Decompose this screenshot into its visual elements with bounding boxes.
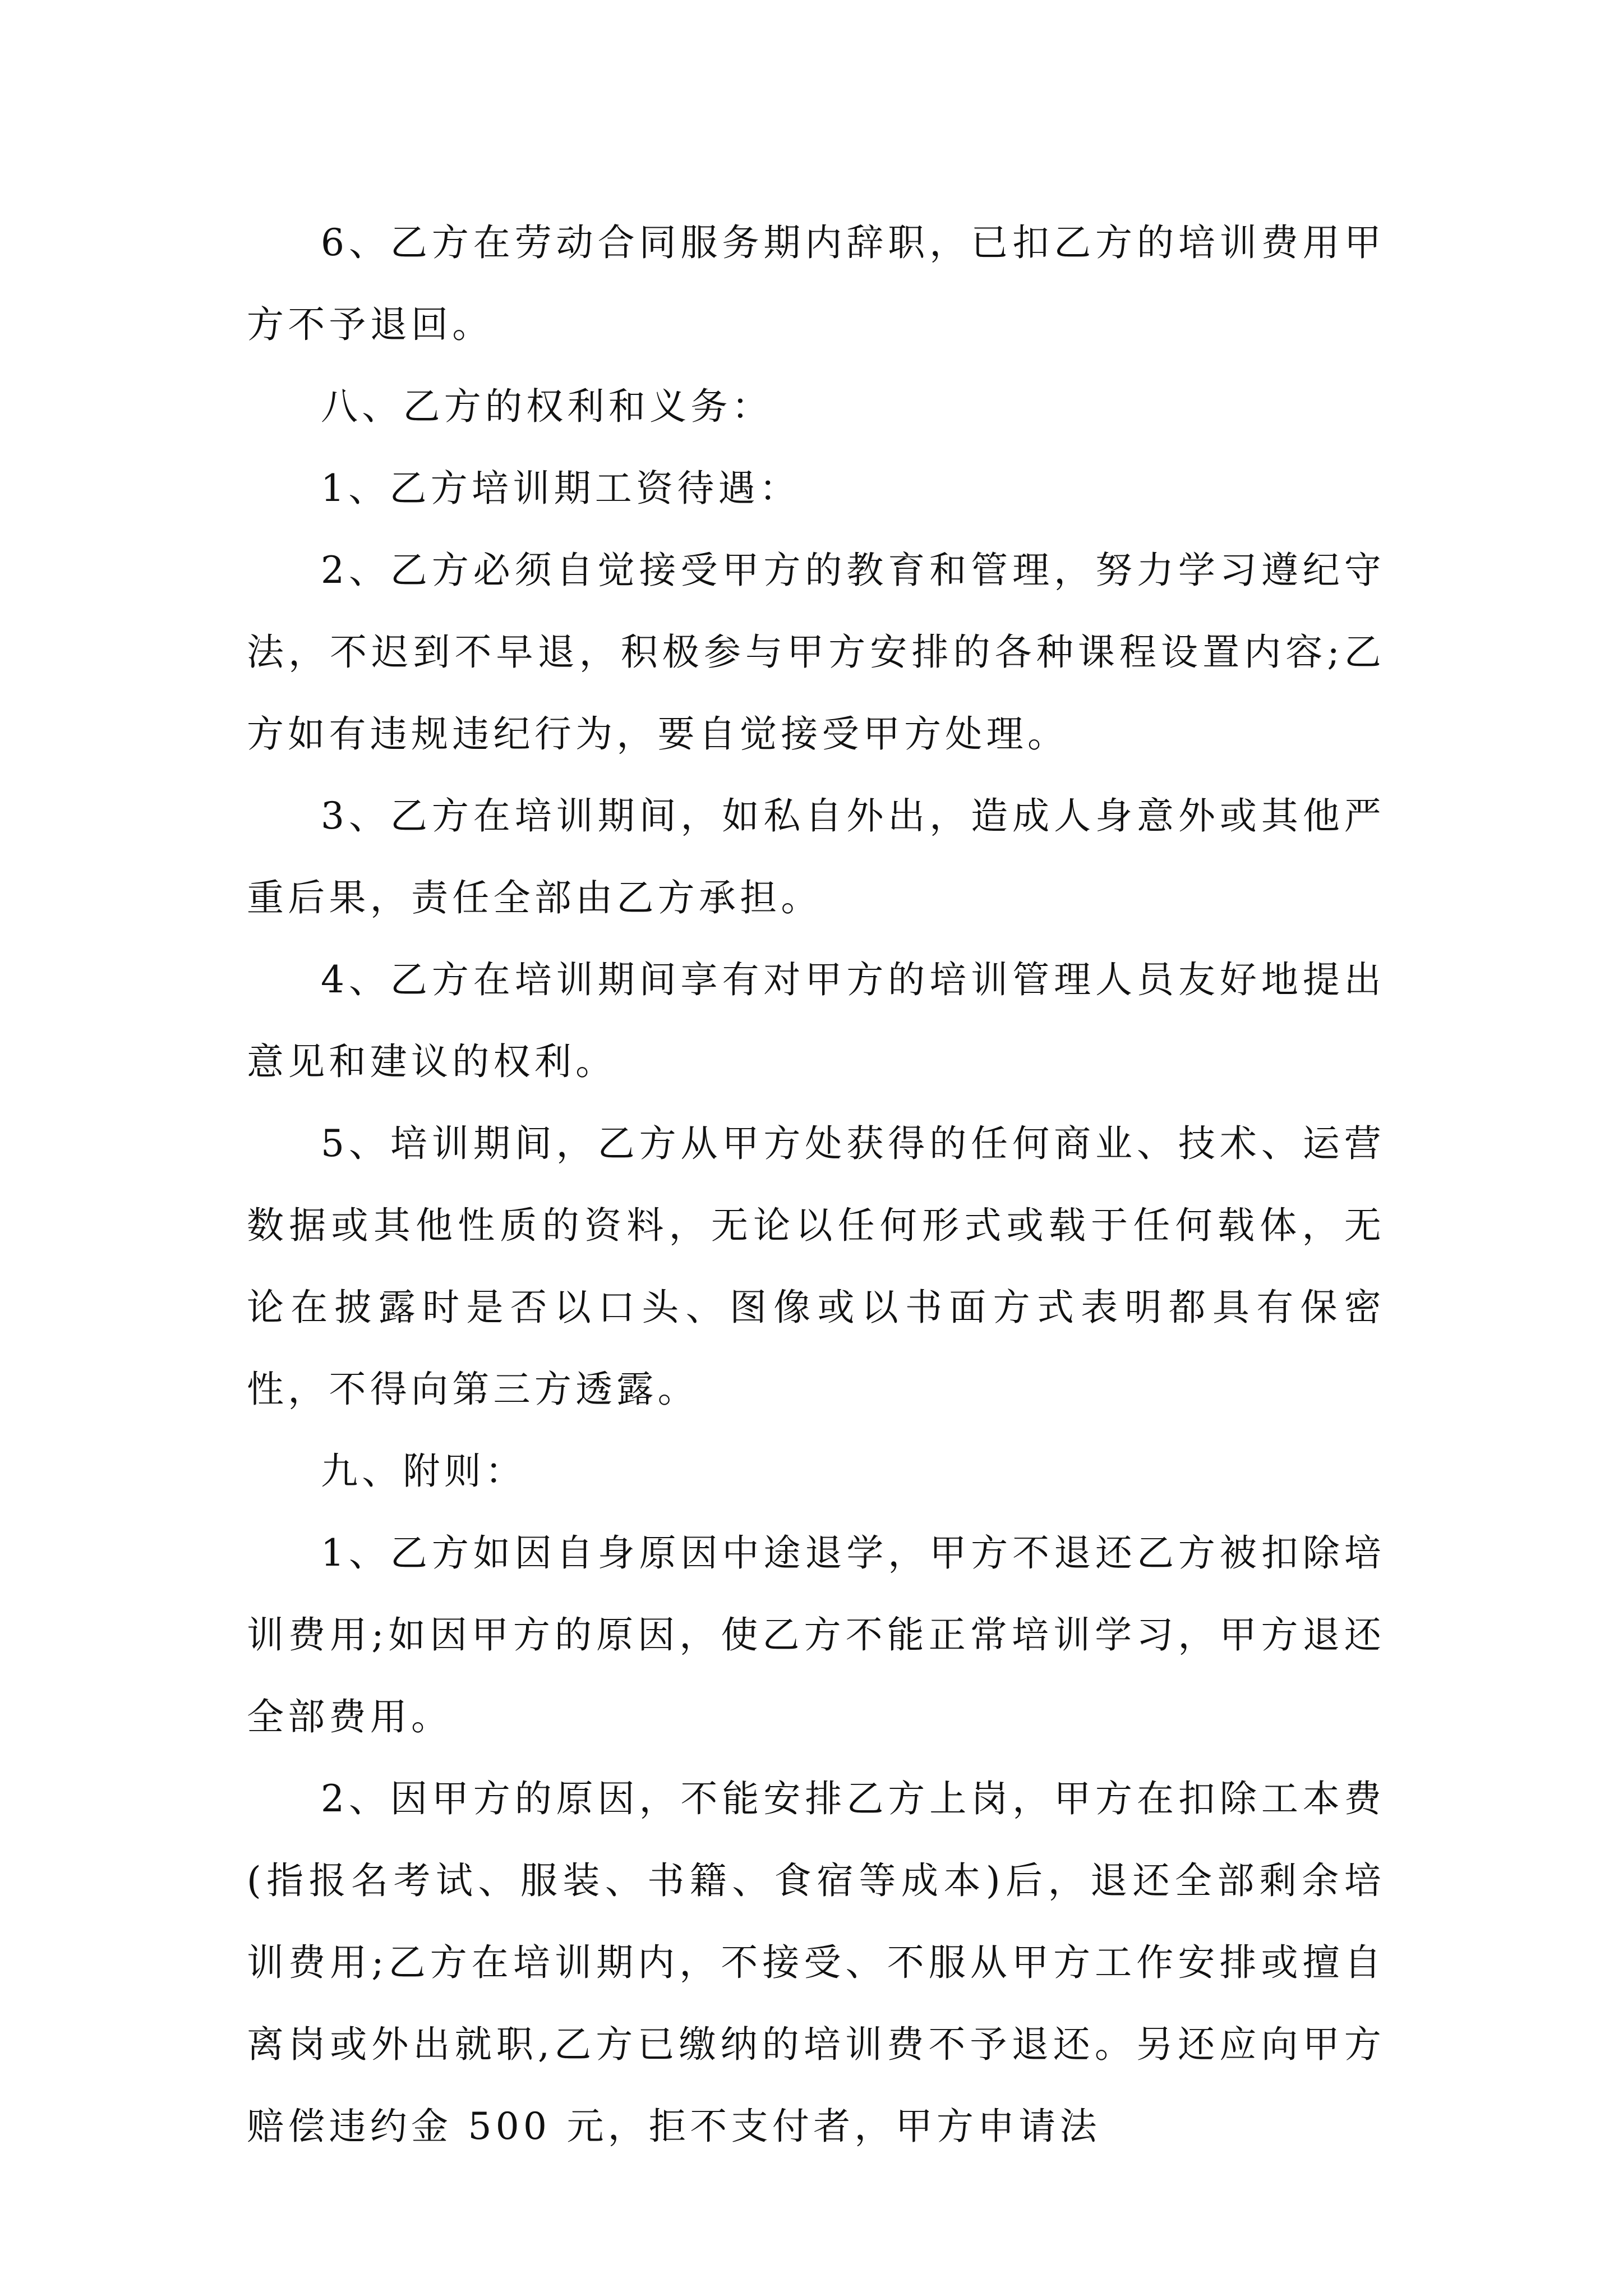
paragraph-annex-2: 2、因甲方的原因，不能安排乙方上岗，甲方在扣除工本费(指报名考试、服装、书籍、食宿等成本)后，退还全部剩余培训费用;乙方在培训期内，不接受、不服从甲方工作安排或擅自离岗或外出就职,乙方已缴纳的培训费不予退还。另还应向甲方赔偿违约金 500 元，拒不支付者，甲方申请法 <box>247 1777 1385 2148</box>
document-page <box>247 202 1385 2168</box>
paragraph-clause-2: 2、乙方必须自觉接受甲方的教育和管理，努力学习遵纪守法，不迟到不早退，积极参与甲方安排的各种课程设置内容;乙方如有违规违纪行为，要自觉接受甲方处理。 <box>247 549 1385 756</box>
paragraph-clause-1: 1、乙方培训期工资待遇： <box>321 467 801 510</box>
paragraph-clause-5: 5、培训期间，乙方从甲方处获得的任何商业、技术、运营数据或其他性质的资料，无论以任何形式或载于任何载体，无论在披露时是否以口头、图像或以书面方式表明都具有保密性，不得向第三方透露。 <box>247 1122 1385 1411</box>
paragraph-clause-3: 3、乙方在培训期间，如私自外出，造成人身意外或其他严重后果，责任全部由乙方承担。 <box>247 794 1385 919</box>
heading-section-8: 八、乙方的权利和义务： <box>321 385 773 428</box>
paragraph-annex-1: 1、乙方如因自身原因中途退学，甲方不退还乙方被扣除培训费用;如因甲方的原因，使乙方不能正常培训学习，甲方退还全部费用。 <box>247 1531 1385 1738</box>
heading-section-9: 九、附则： <box>321 1450 527 1493</box>
paragraph-clause-4: 4、乙方在培训期间享有对甲方的培训管理人员友好地提出意见和建议的权利。 <box>247 958 1385 1083</box>
paragraph-clause-6: 6、乙方在劳动合同服务期内辞职，已扣乙方的培训费用甲方不予退回。 <box>247 221 1385 346</box>
